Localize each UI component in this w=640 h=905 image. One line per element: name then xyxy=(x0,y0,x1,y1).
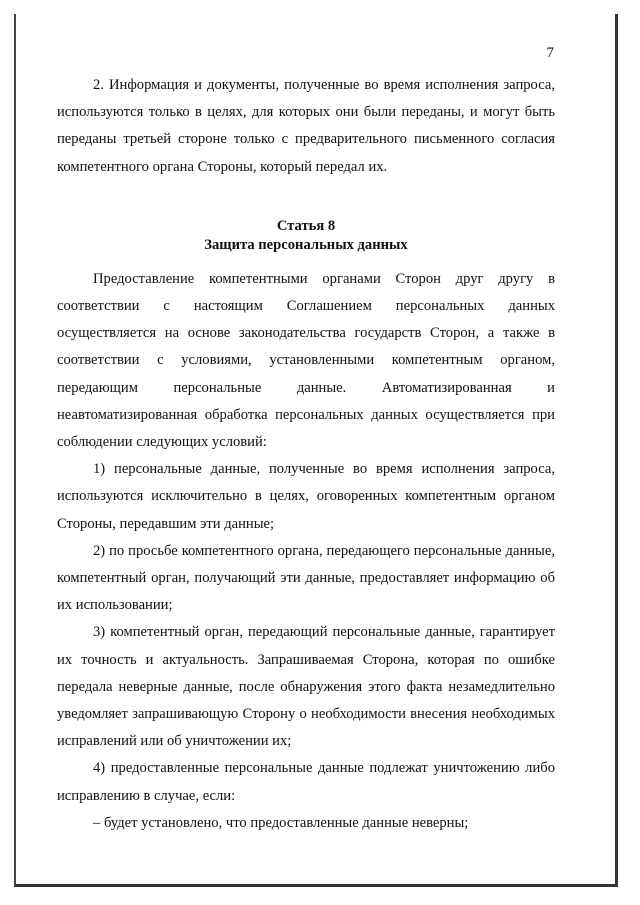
article-number: Статья 8 xyxy=(276,217,336,234)
paragraph-condition-4: 4) предоставленные персональные данные подлежат уничтожению либо исправлению в случае, если: xyxy=(57,760,555,804)
paragraph-condition-2: 2) по просьбе компетентного органа, передающего персональные данные, компетентный орган, получающий эти данные, предоставляет информацию об их использовании; xyxy=(57,542,555,614)
paragraph-intro: Предоставление компетентными органами Сторон друг другу в соответствии с настоящим Соглашением персональных данных осуществляется на основе законодательства государств Сторон, а также в соответствии с условиями, установленными компетентным органом, передающим персональные данные. Автоматизированная и неавтоматизированная обработка персональных данных осуществляется при соблюдении следующих условий: xyxy=(57,270,555,451)
paragraph-condition-1: 1) персональные данные, полученные во время исполнения запроса, используются исключительно в целях, оговоренных компетентным органом Стороны, передавшим эти данные; xyxy=(57,461,555,532)
paragraph-subcondition: – будет установлено, что предоставленные данные неверны; xyxy=(93,814,469,831)
document-body xyxy=(57,72,555,837)
page-number: 7 xyxy=(546,45,554,61)
article-title: Защита персональных данных xyxy=(204,236,408,253)
paragraph-item-2: 2. Информация и документы, полученные во время исполнения запроса, используются только в целях, для которых они были переданы, и могут быть переданы третьей стороне только с предварительного письменного согласия компетентного органа Стороны, который передал их. xyxy=(57,77,555,175)
paragraph-condition-3: 3) компетентный орган, передающий персональные данные, гарантирует их точность и актуальность. Запрашиваемая Сторона, которая по ошибке передала неверные данные, после обнаружения этого факта незамедлительно уведомляет запрашивающую Сторону о необходимости внесения необходимых исправлений или об уничтожении их; xyxy=(57,624,555,750)
